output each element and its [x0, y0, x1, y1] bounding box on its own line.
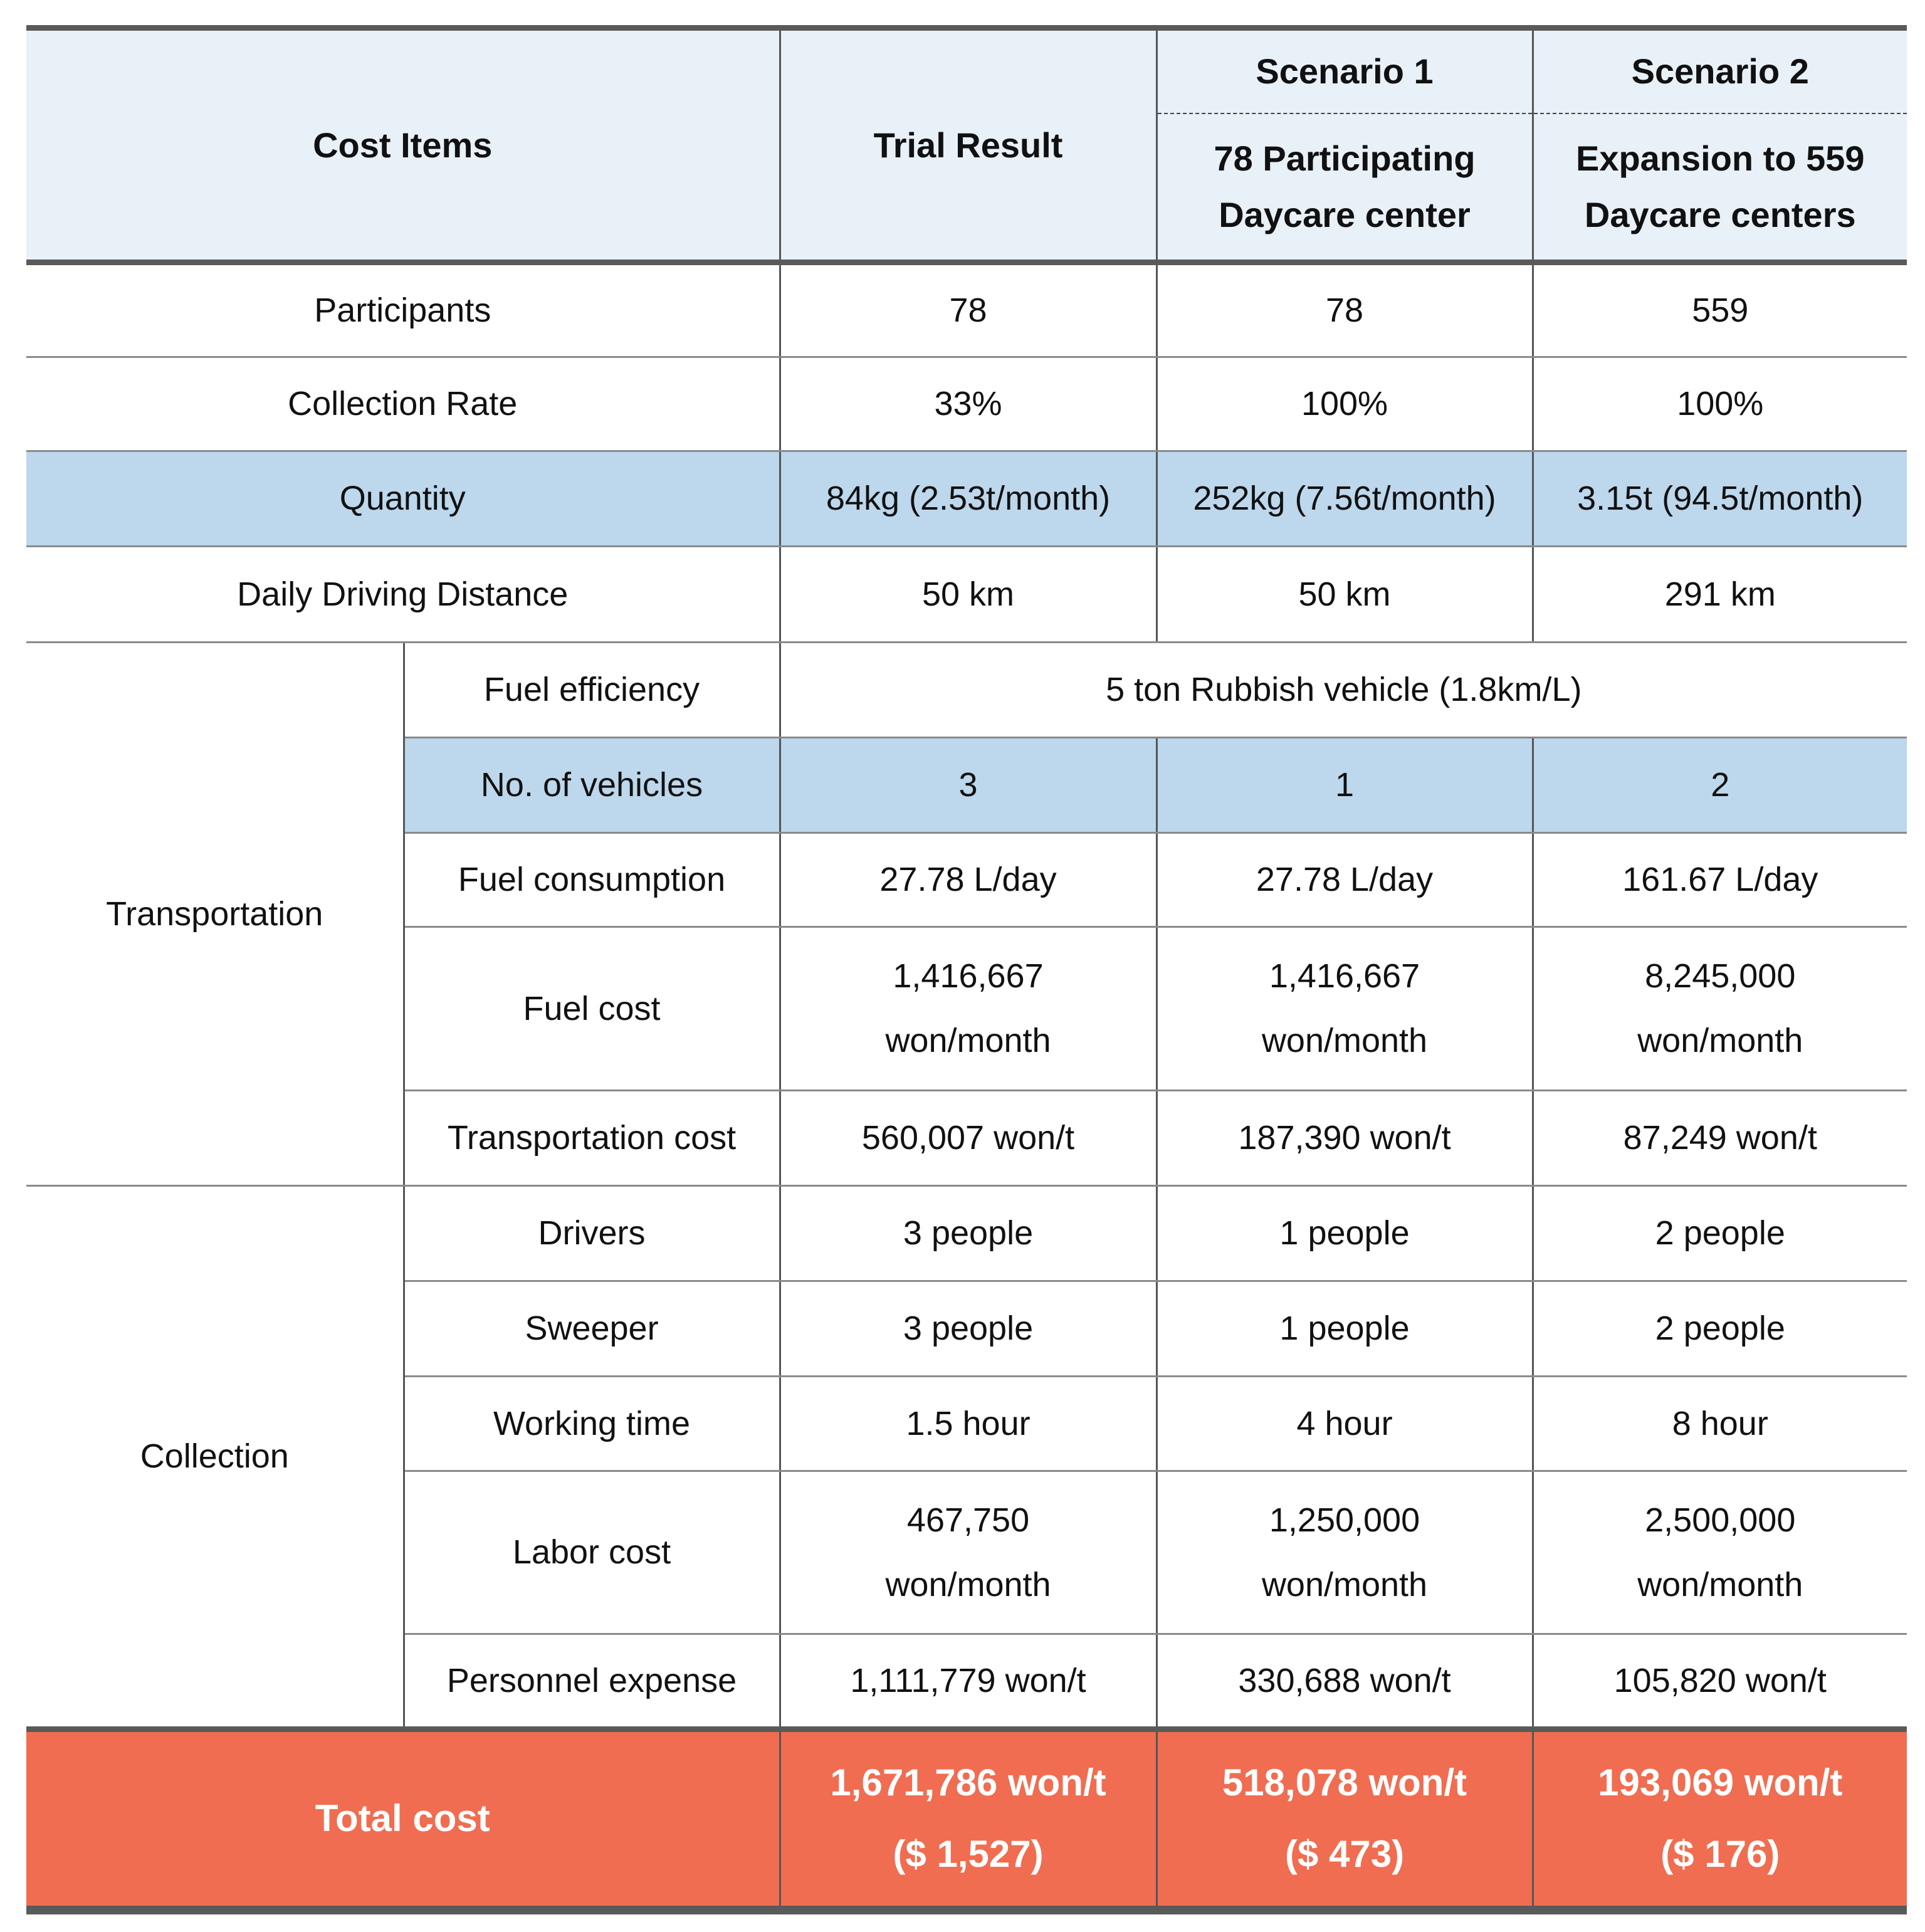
group-collection: Collection: [26, 1186, 404, 1730]
cell-scenario-1: 252kg (7.56t/month): [1157, 451, 1533, 547]
row-label: Drivers: [404, 1186, 780, 1281]
cell-scenario-2: 161.67 L/day: [1533, 833, 1907, 927]
header-trial-result: Trial Result: [780, 28, 1157, 263]
cell-scenario-1: 100%: [1157, 357, 1533, 451]
cell-scenario-1: 27.78 L/day: [1157, 833, 1533, 927]
cell-scenario-2: 559: [1533, 263, 1907, 357]
header-scenario-2-desc: Expansion to 559 Daycare centers: [1533, 113, 1907, 263]
cell-trial: 1,671,786 won/t ($ 1,527): [780, 1730, 1157, 1910]
cell-scenario-2: 8,245,000 won/month: [1533, 927, 1907, 1091]
cell-trial: 3: [780, 738, 1157, 833]
cell-scenario-2: 291 km: [1533, 547, 1907, 643]
row-label: Daily Driving Distance: [26, 547, 780, 643]
row-label: Working time: [404, 1377, 780, 1471]
cell-trial: 33%: [780, 357, 1157, 451]
header-scenario-1-desc: 78 Participating Daycare center: [1157, 113, 1533, 263]
cell-trial: 84kg (2.53t/month): [780, 451, 1157, 547]
cell-trial: 1.5 hour: [780, 1377, 1157, 1471]
row-total-cost: [26, 1730, 1907, 1910]
cell-scenario-1: 1: [1157, 738, 1533, 833]
cell-scenario-1: 187,390 won/t: [1157, 1091, 1533, 1186]
cell-scenario-1: 4 hour: [1157, 1377, 1533, 1471]
row-label: Fuel efficiency: [404, 643, 780, 738]
cell-scenario-1: 78: [1157, 263, 1533, 357]
cell-scenario-1: 1,250,000 won/month: [1157, 1471, 1533, 1634]
cost-comparison-table: [26, 25, 1907, 1914]
row-daily-driving-distance: [26, 547, 1907, 643]
row-label: Sweeper: [404, 1281, 780, 1377]
cell-scenario-1: 50 km: [1157, 547, 1533, 643]
cell-trial: 27.78 L/day: [780, 833, 1157, 927]
row-participants: [26, 263, 1907, 357]
row-label: Participants: [26, 263, 780, 357]
row-label: Quantity: [26, 451, 780, 547]
row-label: Personnel expense: [404, 1634, 780, 1730]
cell-scenario-2: 8 hour: [1533, 1377, 1907, 1471]
cell-trial: 1,416,667 won/month: [780, 927, 1157, 1091]
row-label: Transportation cost: [404, 1091, 780, 1186]
cell-trial: 3 people: [780, 1186, 1157, 1281]
cell-trial: 560,007 won/t: [780, 1091, 1157, 1186]
group-transportation: Transportation: [26, 643, 404, 1186]
row-fuel-efficiency: [26, 643, 1907, 738]
header-scenario-2: Scenario 2: [1533, 28, 1907, 113]
cell-scenario-2: 87,249 won/t: [1533, 1091, 1907, 1186]
cell-trial: 78: [780, 263, 1157, 357]
cell-scenario-2: 105,820 won/t: [1533, 1634, 1907, 1730]
cell-scenario-1: 1 people: [1157, 1281, 1533, 1377]
cell-scenario-2: 100%: [1533, 357, 1907, 451]
cell-trial: 467,750 won/month: [780, 1471, 1157, 1634]
row-label: Fuel consumption: [404, 833, 780, 927]
header-scenario-1: Scenario 1: [1157, 28, 1533, 113]
row-label: Total cost: [26, 1730, 780, 1910]
cell-fuel-efficiency-value: 5 ton Rubbish vehicle (1.8km/L): [780, 643, 1907, 738]
cell-trial: 50 km: [780, 547, 1157, 643]
cell-scenario-2: 2 people: [1533, 1281, 1907, 1377]
cell-scenario-2: 2: [1533, 738, 1907, 833]
cell-scenario-1: 1 people: [1157, 1186, 1533, 1281]
cell-scenario-2: 193,069 won/t ($ 176): [1533, 1730, 1907, 1910]
row-label: Collection Rate: [26, 357, 780, 451]
cell-scenario-2: 2 people: [1533, 1186, 1907, 1281]
cell-scenario-1: 518,078 won/t ($ 473): [1157, 1730, 1533, 1910]
row-label: Fuel cost: [404, 927, 780, 1091]
row-collection-rate: [26, 357, 1907, 451]
row-label: No. of vehicles: [404, 738, 780, 833]
row-quantity: [26, 451, 1907, 547]
cell-trial: 3 people: [780, 1281, 1157, 1377]
cell-scenario-1: 1,416,667 won/month: [1157, 927, 1533, 1091]
row-drivers: [26, 1186, 1907, 1281]
header-cost-items: Cost Items: [26, 28, 780, 263]
cell-scenario-2: 2,500,000 won/month: [1533, 1471, 1907, 1634]
cell-trial: 1,111,779 won/t: [780, 1634, 1157, 1730]
row-label: Labor cost: [404, 1471, 780, 1634]
cell-scenario-1: 330,688 won/t: [1157, 1634, 1533, 1730]
cell-scenario-2: 3.15t (94.5t/month): [1533, 451, 1907, 547]
